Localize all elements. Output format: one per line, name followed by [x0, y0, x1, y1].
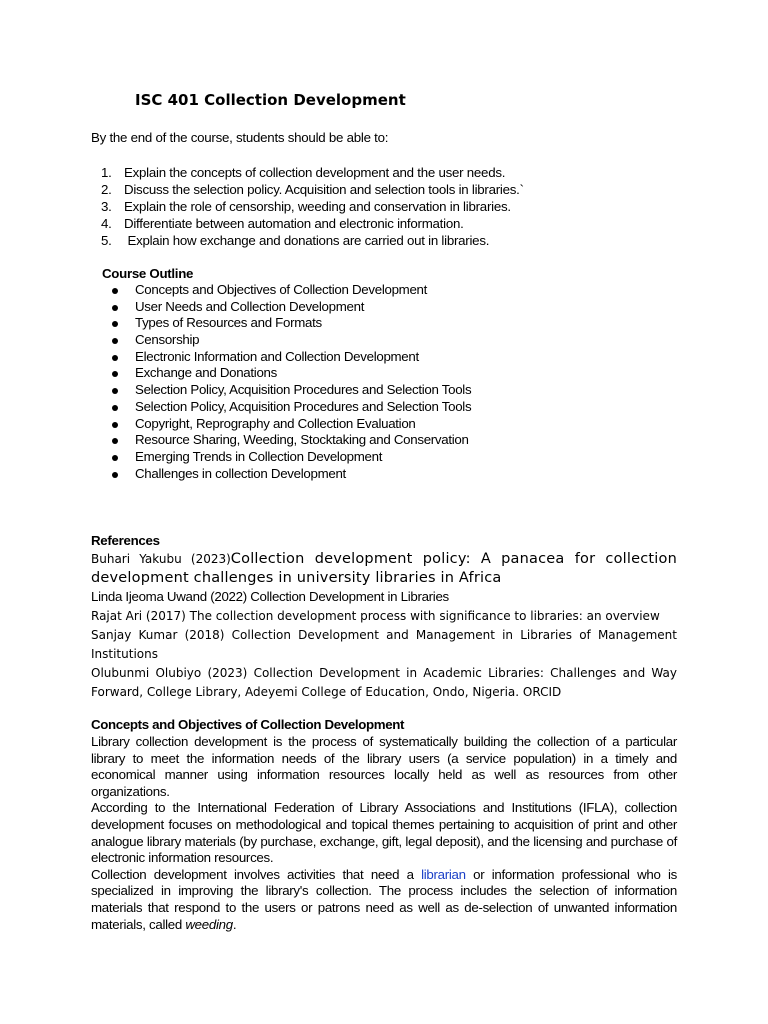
bullet-icon [112, 321, 118, 327]
bullet-icon [112, 338, 118, 344]
list-item [91, 164, 711, 181]
list-item-text: User Needs and Collection Development [135, 298, 365, 314]
reference-author: Buhari Yakubu (2023) [91, 552, 231, 566]
list-item [102, 282, 662, 299]
reference-item: Rajat Ari (2017) The collection development process with significance to libraries: an overview [91, 609, 660, 623]
paragraph: Library collection development is the process of systematically building the collection of a particular library to meet the information needs of the library users (a service population) in a timely and economical manner using information resources locally held as well as resources from other organizations. [91, 734, 677, 799]
list-item-text: Explain how exchange and donations are carried out in libraries. [124, 233, 490, 248]
list-number: 1. [101, 165, 112, 180]
list-item [91, 215, 711, 232]
bullet-icon [112, 472, 118, 478]
intro-text: By the end of the course, students should be able to: [91, 130, 389, 145]
list-item-text: Discuss the selection policy. Acquisition and selection tools in libraries.` [124, 182, 524, 197]
bullet-icon [112, 355, 118, 361]
list-item-text: Censorship [135, 332, 200, 348]
bullet-icon [112, 305, 118, 311]
list-number: 5. [101, 233, 112, 248]
references-list [91, 550, 677, 702]
paragraph [91, 867, 677, 933]
list-item [91, 232, 711, 249]
bullet-icon [112, 438, 118, 444]
objectives-list [91, 164, 711, 249]
list-item-text: Challenges in collection Development [135, 465, 346, 481]
list-number: 4. [101, 216, 112, 231]
reference-item: Linda Ijeoma Uwand (2022) Collection Development in Libraries [91, 589, 449, 604]
reference-item: Sanjay Kumar (2018) Collection Development and Management in Libraries of Management Institutions [91, 628, 677, 661]
bullet-icon [112, 388, 118, 394]
list-item [102, 315, 662, 332]
paragraph-text: . [232, 916, 237, 932]
list-item-text: Explain the concepts of collection development and the user needs. [124, 165, 506, 180]
reference-title: Collection development policy: A panacea for collection development challenges in university libraries in Africa [91, 551, 677, 586]
bullet-icon [112, 422, 118, 428]
list-item-text: Explain the role of censorship, weeding and conservation in libraries. [124, 199, 511, 214]
list-item [102, 382, 662, 399]
bullet-icon [112, 371, 118, 377]
course-outline-heading: Course Outline [102, 266, 194, 281]
document-title: ISC 401 Collection Development [135, 91, 406, 109]
list-item [102, 365, 662, 382]
bullet-icon [112, 405, 118, 411]
list-item-text: Emerging Trends in Collection Development [135, 448, 383, 464]
list-item-text: Resource Sharing, Weeding, Stocktaking and Conservation [135, 432, 469, 448]
list-item [91, 181, 711, 198]
list-item-text: Copyright, Reprography and Collection Evaluation [135, 415, 416, 431]
bullet-icon [112, 455, 118, 461]
paragraph-text: Collection development involves activities that need a [91, 866, 422, 882]
list-item [91, 198, 711, 215]
emphasis-text: weeding [185, 916, 233, 932]
list-item-text: Differentiate between automation and electronic information. [124, 216, 464, 231]
list-item-text: Exchange and Donations [135, 365, 277, 381]
section-body [91, 734, 677, 933]
list-item [102, 349, 662, 366]
librarian-link[interactable]: librarian [421, 866, 466, 882]
bullet-icon [112, 288, 118, 294]
list-item-text: Concepts and Objectives of Collection Development [135, 282, 428, 297]
paragraph-text: or information professional who is specialized in improving the library's collection. The process includes the selection of information materials that respond to the users or patrons need as well as de-selection of unwanted information materials, called [91, 866, 678, 932]
paragraph: According to the International Federation of Library Associations and Institutions (IFLA), collection development focuses on methodological and topical themes pertaining to acquisition of print and other analogue library materials (by purchase, exchange, gift, legal deposit), and the licensing and purchase of electronic information resources. [91, 800, 677, 866]
list-item-text: Types of Resources and Formats [135, 315, 322, 331]
references-heading: References [91, 533, 160, 548]
list-item [102, 332, 662, 349]
course-outline-list [102, 282, 662, 482]
reference-item [91, 550, 677, 588]
list-item [102, 449, 662, 466]
list-item [102, 299, 662, 316]
list-item [102, 416, 662, 433]
list-item-text: Selection Policy, Acquisition Procedures and Selection Tools [135, 382, 472, 398]
list-item [102, 466, 662, 483]
section-heading: Concepts and Objectives of Collection Development [91, 717, 405, 732]
list-item [102, 432, 662, 449]
reference-item: Olubunmi Olubiyo (2023) Collection Development in Academic Libraries: Challenges and Way Forward, College Library, Adeyemi College of Education, Ondo, Nigeria. ORCID [91, 666, 677, 699]
list-item-text: Selection Policy, Acquisition Procedures and Selection Tools [135, 398, 472, 414]
list-number: 2. [101, 182, 112, 197]
list-item [102, 399, 662, 416]
list-number: 3. [101, 199, 112, 214]
list-item-text: Electronic Information and Collection Development [135, 348, 419, 364]
